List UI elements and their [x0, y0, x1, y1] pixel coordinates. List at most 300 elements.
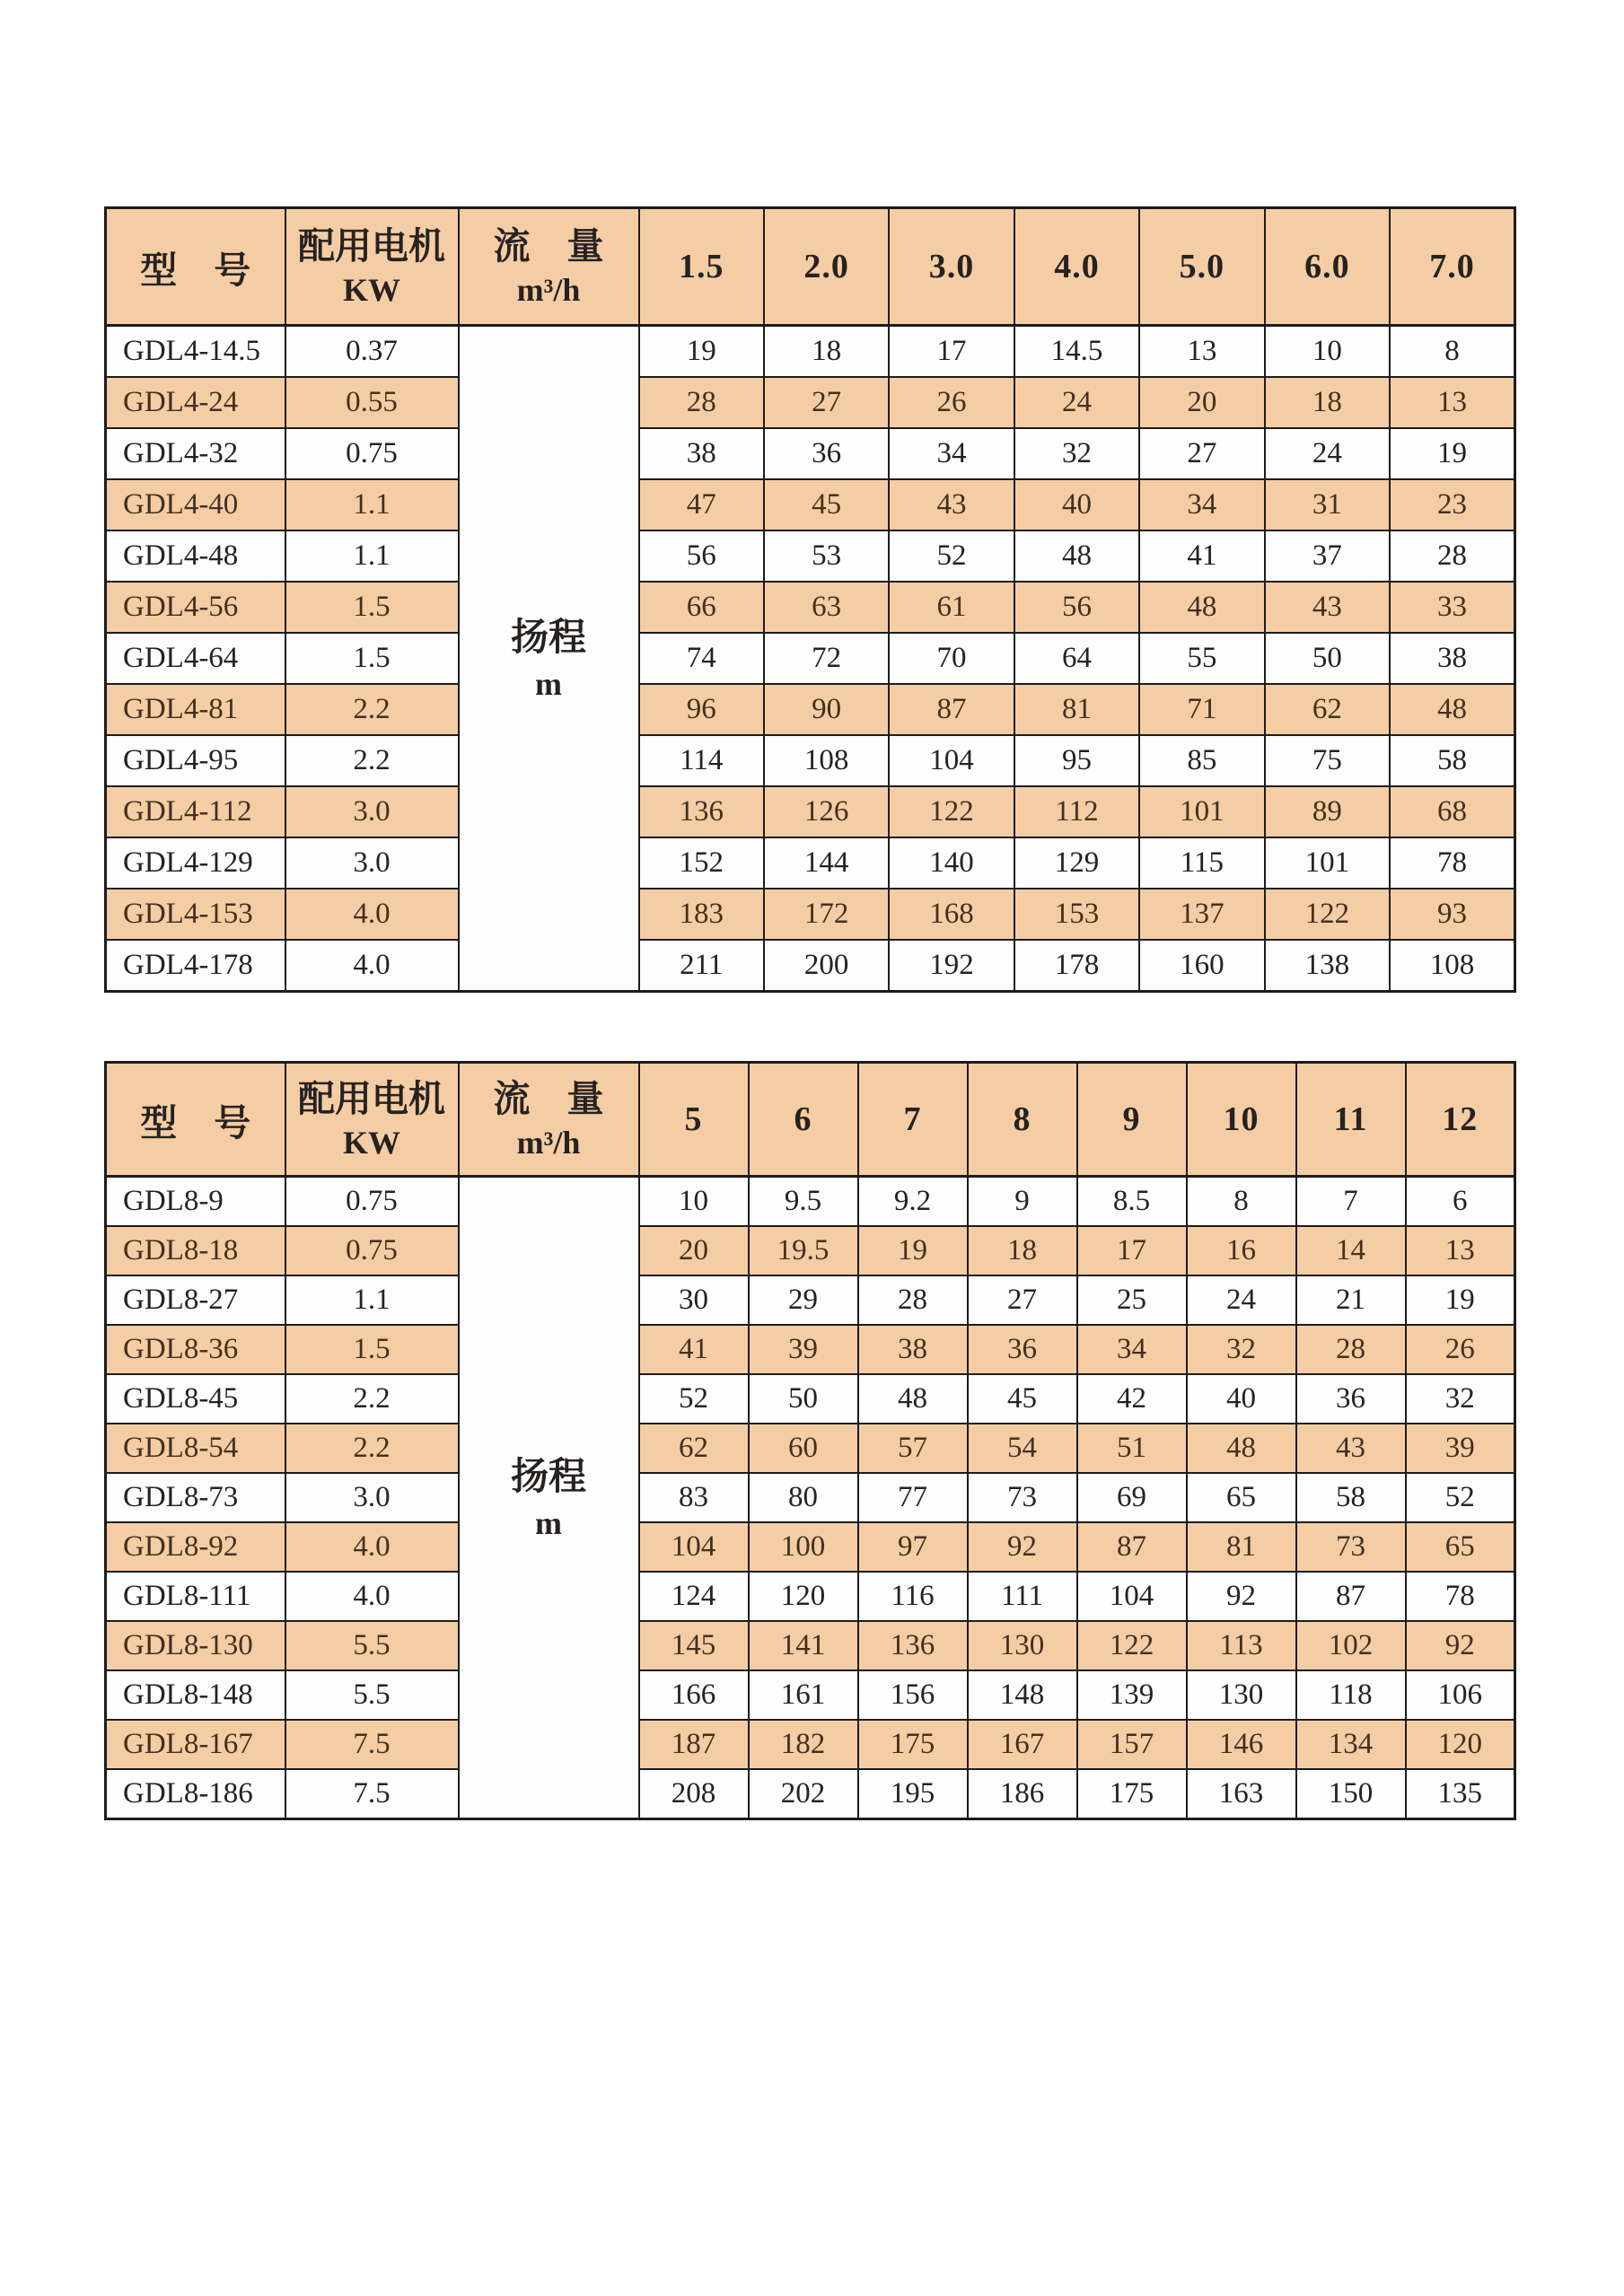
head-value-cell: 69	[1077, 1473, 1187, 1522]
head-value-cell: 122	[1265, 889, 1390, 940]
model-cell: GDL4-64	[106, 633, 285, 684]
head-value-cell: 122	[1077, 1621, 1187, 1670]
motor-kw-cell: 2.2	[285, 684, 459, 735]
flow-header	[459, 208, 639, 326]
head-value-cell: 192	[889, 940, 1014, 992]
head-value-cell: 172	[764, 889, 889, 940]
head-value-cell: 130	[1187, 1670, 1296, 1720]
head-value-cell: 27	[968, 1275, 1077, 1325]
model-cell: GDL4-24	[106, 377, 285, 428]
head-value-cell: 10	[639, 1177, 749, 1227]
head-value-cell: 208	[639, 1769, 749, 1819]
motor-kw-cell: 7.5	[285, 1769, 459, 1819]
head-value-cell: 31	[1265, 479, 1390, 530]
head-value-cell: 20	[639, 1226, 749, 1275]
spec-row	[106, 786, 1515, 837]
head-value-cell: 62	[639, 1424, 749, 1473]
head-value-cell: 43	[889, 479, 1014, 530]
head-value-cell: 18	[968, 1226, 1077, 1275]
model-cell: GDL4-14.5	[106, 326, 285, 378]
spec-row	[106, 1177, 1515, 1227]
head-value-cell: 93	[1390, 889, 1514, 940]
flow-value-header: 12	[1406, 1063, 1515, 1177]
model-cell: GDL8-36	[106, 1325, 285, 1374]
flow-header	[459, 1063, 639, 1177]
model-cell: GDL4-129	[106, 837, 285, 889]
motor-kw-cell: 0.55	[285, 377, 459, 428]
flow-value-header: 6.0	[1265, 208, 1390, 326]
motor-kw-cell: 0.75	[285, 428, 459, 479]
head-value-cell: 9.2	[858, 1177, 968, 1227]
head-value-cell: 124	[639, 1572, 749, 1621]
head-value-cell: 101	[1265, 837, 1390, 889]
motor-kw-cell: 1.5	[285, 633, 459, 684]
head-value-cell: 139	[1077, 1670, 1187, 1720]
head-value-cell: 81	[1187, 1522, 1296, 1572]
spec-row	[106, 326, 1515, 378]
spec-row	[106, 1473, 1515, 1522]
motor-kw-cell: 3.0	[285, 786, 459, 837]
head-value-cell: 75	[1265, 735, 1390, 786]
motor-kw-cell: 1.5	[285, 1325, 459, 1374]
head-value-cell: 200	[764, 940, 889, 992]
flow-value-header: 6	[749, 1063, 858, 1177]
motor-kw-cell: 1.1	[285, 1275, 459, 1325]
head-value-cell: 72	[764, 633, 889, 684]
motor-header-label: 配用电机	[298, 1078, 445, 1119]
flow-header-label: 流 量	[493, 225, 604, 267]
motor-kw-cell: 1.1	[285, 530, 459, 582]
motor-kw-cell: 2.2	[285, 1424, 459, 1473]
motor-kw-cell: 1.1	[285, 479, 459, 530]
spec-row	[106, 1522, 1515, 1572]
model-cell: GDL8-92	[106, 1522, 285, 1572]
head-value-cell: 63	[764, 582, 889, 633]
head-value-cell: 40	[1187, 1374, 1296, 1424]
head-value-cell: 10	[1265, 326, 1390, 378]
flow-value-header: 1.5	[639, 208, 764, 326]
head-value-cell: 39	[749, 1325, 858, 1374]
head-value-cell: 101	[1139, 786, 1264, 837]
flow-header-unit: m³/h	[516, 1125, 581, 1161]
head-value-cell: 73	[1296, 1522, 1406, 1572]
head-value-cell: 100	[749, 1522, 858, 1572]
table-body	[106, 326, 1515, 992]
head-value-cell: 47	[639, 479, 764, 530]
spec-row	[106, 940, 1515, 992]
motor-kw-cell: 3.0	[285, 1473, 459, 1522]
head-value-cell: 19	[858, 1226, 968, 1275]
head-value-cell: 13	[1390, 377, 1514, 428]
spec-row	[106, 1621, 1515, 1670]
head-value-cell: 18	[764, 326, 889, 378]
spec-row	[106, 1275, 1515, 1325]
head-value-cell: 129	[1014, 837, 1139, 889]
head-value-cell: 30	[639, 1275, 749, 1325]
head-value-cell: 34	[889, 428, 1014, 479]
head-value-cell: 73	[968, 1473, 1077, 1522]
head-value-cell: 83	[639, 1473, 749, 1522]
head-value-cell: 51	[1077, 1424, 1187, 1473]
head-label: 扬程	[510, 617, 586, 659]
head-value-cell: 27	[764, 377, 889, 428]
flow-value-header: 5	[639, 1063, 749, 1177]
flow-value-header: 7	[858, 1063, 968, 1177]
head-value-cell: 18	[1265, 377, 1390, 428]
head-value-cell: 21	[1296, 1275, 1406, 1325]
spec-row	[106, 1572, 1515, 1621]
head-value-cell: 66	[639, 582, 764, 633]
motor-kw-cell: 2.2	[285, 1374, 459, 1424]
head-value-cell: 87	[1077, 1522, 1187, 1572]
head-value-cell: 118	[1296, 1670, 1406, 1720]
head-value-cell: 25	[1077, 1275, 1187, 1325]
motor-header	[285, 208, 459, 326]
head-value-cell: 78	[1390, 837, 1514, 889]
head-value-cell: 97	[858, 1522, 968, 1572]
motor-kw-cell: 4.0	[285, 1572, 459, 1621]
head-value-cell: 54	[968, 1424, 1077, 1473]
head-value-cell: 150	[1296, 1769, 1406, 1819]
table-header	[106, 1063, 1515, 1177]
head-value-cell: 24	[1187, 1275, 1296, 1325]
head-value-cell: 157	[1077, 1720, 1187, 1769]
head-value-cell: 48	[858, 1374, 968, 1424]
head-value-cell: 13	[1139, 326, 1264, 378]
head-value-cell: 90	[764, 684, 889, 735]
model-header: 型 号	[106, 208, 285, 326]
head-value-cell: 24	[1265, 428, 1390, 479]
head-value-cell: 43	[1296, 1424, 1406, 1473]
head-value-cell: 19	[639, 326, 764, 378]
head-value-cell: 57	[858, 1424, 968, 1473]
head-value-cell: 27	[1139, 428, 1264, 479]
motor-kw-cell: 2.2	[285, 735, 459, 786]
head-value-cell: 37	[1265, 530, 1390, 582]
head-value-cell: 34	[1139, 479, 1264, 530]
head-value-cell: 92	[968, 1522, 1077, 1572]
head-value-cell: 26	[1406, 1325, 1515, 1374]
pump-spec-table-gdl8	[104, 1061, 1516, 1820]
model-cell: GDL8-73	[106, 1473, 285, 1522]
head-value-cell: 138	[1265, 940, 1390, 992]
head-value-cell: 178	[1014, 940, 1139, 992]
spec-row	[106, 1325, 1515, 1374]
model-cell: GDL8-27	[106, 1275, 285, 1325]
model-cell: GDL8-186	[106, 1769, 285, 1819]
table-body	[106, 1177, 1515, 1819]
model-cell: GDL4-81	[106, 684, 285, 735]
flow-value-header: 10	[1187, 1063, 1296, 1177]
model-cell: GDL4-56	[106, 582, 285, 633]
head-value-cell: 19	[1390, 428, 1514, 479]
flow-value-header: 9	[1077, 1063, 1187, 1177]
head-value-cell: 43	[1265, 582, 1390, 633]
head-value-cell: 166	[639, 1670, 749, 1720]
head-value-cell: 112	[1014, 786, 1139, 837]
head-value-cell: 13	[1406, 1226, 1515, 1275]
flow-value-header: 2.0	[764, 208, 889, 326]
spec-row	[106, 428, 1515, 479]
head-value-cell: 145	[639, 1621, 749, 1670]
spec-row	[106, 377, 1515, 428]
head-value-cell: 19	[1406, 1275, 1515, 1325]
head-value-cell: 36	[764, 428, 889, 479]
head-value-cell: 48	[1390, 684, 1514, 735]
head-value-cell: 153	[1014, 889, 1139, 940]
head-value-cell: 175	[858, 1720, 968, 1769]
head-value-cell: 104	[1077, 1572, 1187, 1621]
head-value-cell: 146	[1187, 1720, 1296, 1769]
head-value-cell: 36	[968, 1325, 1077, 1374]
head-value-cell: 8.5	[1077, 1177, 1187, 1227]
head-value-cell: 38	[639, 428, 764, 479]
head-value-cell: 56	[1014, 582, 1139, 633]
spec-row	[106, 1374, 1515, 1424]
head-unit: m	[535, 1504, 562, 1541]
head-value-cell: 92	[1187, 1572, 1296, 1621]
head-value-cell: 102	[1296, 1621, 1406, 1670]
head-value-cell: 16	[1187, 1226, 1296, 1275]
model-cell: GDL8-45	[106, 1374, 285, 1424]
head-value-cell: 113	[1187, 1621, 1296, 1670]
head-value-cell: 134	[1296, 1720, 1406, 1769]
model-cell: GDL4-40	[106, 479, 285, 530]
head-value-cell: 161	[749, 1670, 858, 1720]
spec-row	[106, 582, 1515, 633]
motor-header	[285, 1063, 459, 1177]
head-value-cell: 32	[1187, 1325, 1296, 1374]
model-cell: GDL8-111	[106, 1572, 285, 1621]
head-value-cell: 48	[1187, 1424, 1296, 1473]
head-value-cell: 62	[1265, 684, 1390, 735]
motor-kw-cell: 5.5	[285, 1670, 459, 1720]
head-value-cell: 28	[1390, 530, 1514, 582]
head-value-cell: 167	[968, 1720, 1077, 1769]
head-value-cell: 17	[1077, 1226, 1187, 1275]
motor-kw-cell: 0.75	[285, 1177, 459, 1227]
spec-row	[106, 1720, 1515, 1769]
head-value-cell: 56	[639, 530, 764, 582]
head-value-cell: 38	[858, 1325, 968, 1374]
flow-value-header: 8	[968, 1063, 1077, 1177]
motor-kw-cell: 4.0	[285, 889, 459, 940]
head-value-cell: 8	[1390, 326, 1514, 378]
flow-value-header: 3.0	[889, 208, 1014, 326]
head-value-cell: 38	[1390, 633, 1514, 684]
spec-row	[106, 1424, 1515, 1473]
head-value-cell: 52	[1406, 1473, 1515, 1522]
head-value-cell: 48	[1139, 582, 1264, 633]
head-value-cell: 126	[764, 786, 889, 837]
head-value-cell: 95	[1014, 735, 1139, 786]
head-value-cell: 106	[1406, 1670, 1515, 1720]
head-value-cell: 120	[749, 1572, 858, 1621]
model-header: 型 号	[106, 1063, 285, 1177]
head-value-cell: 87	[1296, 1572, 1406, 1621]
head-value-cell: 74	[639, 633, 764, 684]
head-value-cell: 61	[889, 582, 1014, 633]
head-value-cell: 42	[1077, 1374, 1187, 1424]
head-merged-cell	[459, 326, 639, 992]
head-value-cell: 50	[1265, 633, 1390, 684]
motor-kw-cell: 4.0	[285, 1522, 459, 1572]
model-cell: GDL4-32	[106, 428, 285, 479]
head-value-cell: 26	[889, 377, 1014, 428]
head-value-cell: 68	[1390, 786, 1514, 837]
head-value-cell: 71	[1139, 684, 1264, 735]
head-value-cell: 195	[858, 1769, 968, 1819]
head-value-cell: 130	[968, 1621, 1077, 1670]
model-cell: GDL8-18	[106, 1226, 285, 1275]
head-value-cell: 70	[889, 633, 1014, 684]
model-cell: GDL8-148	[106, 1670, 285, 1720]
head-value-cell: 52	[639, 1374, 749, 1424]
head-value-cell: 28	[1296, 1325, 1406, 1374]
head-value-cell: 108	[1390, 940, 1514, 992]
head-value-cell: 17	[889, 326, 1014, 378]
head-value-cell: 122	[889, 786, 1014, 837]
head-value-cell: 29	[749, 1275, 858, 1325]
pump-spec-table-gdl4	[104, 206, 1516, 993]
head-value-cell: 14	[1296, 1226, 1406, 1275]
head-value-cell: 19.5	[749, 1226, 858, 1275]
head-value-cell: 87	[889, 684, 1014, 735]
head-value-cell: 163	[1187, 1769, 1296, 1819]
head-value-cell: 64	[1014, 633, 1139, 684]
head-value-cell: 202	[749, 1769, 858, 1819]
spec-row	[106, 684, 1515, 735]
model-cell: GDL4-95	[106, 735, 285, 786]
head-value-cell: 9.5	[749, 1177, 858, 1227]
spec-row	[106, 1226, 1515, 1275]
head-value-cell: 45	[764, 479, 889, 530]
head-value-cell: 175	[1077, 1769, 1187, 1819]
head-value-cell: 104	[889, 735, 1014, 786]
head-value-cell: 89	[1265, 786, 1390, 837]
head-value-cell: 92	[1406, 1621, 1515, 1670]
spec-row	[106, 735, 1515, 786]
model-cell: GDL4-153	[106, 889, 285, 940]
head-value-cell: 141	[749, 1621, 858, 1670]
head-value-cell: 168	[889, 889, 1014, 940]
head-value-cell: 182	[749, 1720, 858, 1769]
head-value-cell: 136	[639, 786, 764, 837]
head-value-cell: 41	[639, 1325, 749, 1374]
flow-value-header: 11	[1296, 1063, 1406, 1177]
head-value-cell: 53	[764, 530, 889, 582]
head-value-cell: 114	[639, 735, 764, 786]
head-value-cell: 136	[858, 1621, 968, 1670]
head-value-cell: 144	[764, 837, 889, 889]
head-value-cell: 111	[968, 1572, 1077, 1621]
head-value-cell: 81	[1014, 684, 1139, 735]
flow-value-header: 7.0	[1390, 208, 1514, 326]
spec-row	[106, 837, 1515, 889]
head-value-cell: 60	[749, 1424, 858, 1473]
head-value-cell: 211	[639, 940, 764, 992]
head-unit: m	[535, 665, 562, 702]
flow-value-header: 4.0	[1014, 208, 1139, 326]
head-value-cell: 183	[639, 889, 764, 940]
head-value-cell: 85	[1139, 735, 1264, 786]
model-cell: GDL8-9	[106, 1177, 285, 1227]
head-value-cell: 160	[1139, 940, 1264, 992]
model-cell: GDL4-112	[106, 786, 285, 837]
head-value-cell: 156	[858, 1670, 968, 1720]
flow-value-header: 5.0	[1139, 208, 1264, 326]
head-value-cell: 108	[764, 735, 889, 786]
motor-kw-cell: 7.5	[285, 1720, 459, 1769]
head-value-cell: 65	[1406, 1522, 1515, 1572]
head-value-cell: 7	[1296, 1177, 1406, 1227]
head-value-cell: 24	[1014, 377, 1139, 428]
head-value-cell: 152	[639, 837, 764, 889]
flow-header-label: 流 量	[493, 1078, 604, 1119]
model-cell: GDL8-167	[106, 1720, 285, 1769]
model-cell: GDL8-54	[106, 1424, 285, 1473]
head-value-cell: 32	[1406, 1374, 1515, 1424]
head-value-cell: 52	[889, 530, 1014, 582]
head-value-cell: 28	[858, 1275, 968, 1325]
head-value-cell: 116	[858, 1572, 968, 1621]
table-header	[106, 208, 1515, 326]
head-value-cell: 148	[968, 1670, 1077, 1720]
head-value-cell: 41	[1139, 530, 1264, 582]
head-value-cell: 40	[1014, 479, 1139, 530]
spec-row	[106, 530, 1515, 582]
head-value-cell: 55	[1139, 633, 1264, 684]
flow-header-unit: m³/h	[516, 272, 581, 308]
head-value-cell: 32	[1014, 428, 1139, 479]
motor-header-unit: KW	[342, 272, 400, 308]
model-cell: GDL4-48	[106, 530, 285, 582]
header-row	[106, 208, 1515, 326]
head-value-cell: 58	[1296, 1473, 1406, 1522]
spec-row	[106, 889, 1515, 940]
head-value-cell: 20	[1139, 377, 1264, 428]
head-value-cell: 137	[1139, 889, 1264, 940]
head-value-cell: 120	[1406, 1720, 1515, 1769]
motor-kw-cell: 3.0	[285, 837, 459, 889]
spec-row	[106, 1670, 1515, 1720]
head-value-cell: 23	[1390, 479, 1514, 530]
head-value-cell: 186	[968, 1769, 1077, 1819]
head-value-cell: 33	[1390, 582, 1514, 633]
head-value-cell: 9	[968, 1177, 1077, 1227]
head-value-cell: 78	[1406, 1572, 1515, 1621]
header-row	[106, 1063, 1515, 1177]
spec-row	[106, 479, 1515, 530]
head-value-cell: 77	[858, 1473, 968, 1522]
head-value-cell: 187	[639, 1720, 749, 1769]
head-value-cell: 80	[749, 1473, 858, 1522]
head-merged-cell	[459, 1177, 639, 1819]
model-cell: GDL8-130	[106, 1621, 285, 1670]
head-value-cell: 45	[968, 1374, 1077, 1424]
head-value-cell: 96	[639, 684, 764, 735]
head-label: 扬程	[510, 1456, 586, 1498]
motor-header-label: 配用电机	[298, 225, 445, 267]
model-cell: GDL4-178	[106, 940, 285, 992]
head-value-cell: 8	[1187, 1177, 1296, 1227]
head-value-cell: 48	[1014, 530, 1139, 582]
motor-kw-cell: 5.5	[285, 1621, 459, 1670]
head-value-cell: 58	[1390, 735, 1514, 786]
head-value-cell: 115	[1139, 837, 1264, 889]
spec-row	[106, 633, 1515, 684]
head-value-cell: 65	[1187, 1473, 1296, 1522]
